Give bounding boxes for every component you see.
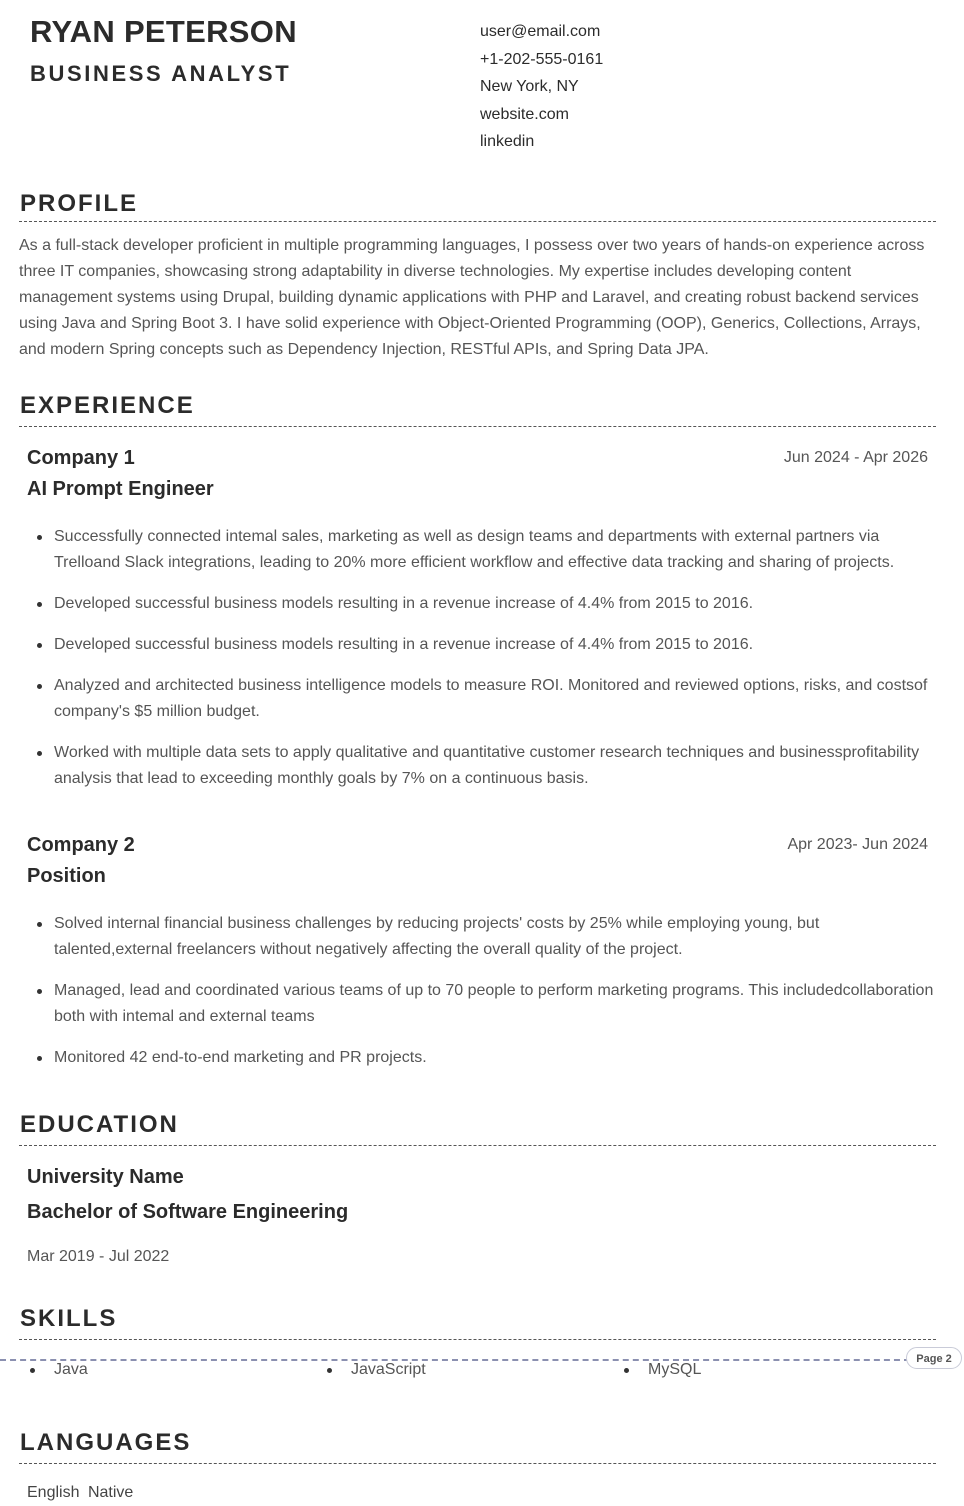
job-1-bullet: Developed successful business models resulting in a revenue increase of 4.4% from 2015 to 2016. (54, 632, 934, 658)
job-1-bullet: Worked with multiple data sets to apply qualitative and quantitative customer research techniques and businessprofitability analysis that lead to exceeding monthly goals by 7% on a continuous basis. (54, 740, 934, 792)
language-level: Native (87, 1484, 134, 1501)
job-1-bullet: Successfully connected intemal sales, marketing as well as design teams and departments with external partners via Trelloand Slack integrations, leading to 20% more efficient workflow and effective data tracking and sharing of projects. (54, 524, 934, 576)
contact-linkedin: linkedin (480, 133, 535, 150)
profile-summary: As a full-stack developer proficient in multiple programming languages, I possess over two years of hands-on experience across three IT companies, showcasing strong adaptability in diverse technologies. My expertise includes developing content management systems using Drupal, building dynamic applications with PHP and Laravel, and creating robust backend services using Java and Spring Boot 3. I have solid experience with Object-Oriented Programming (OOP), Generics, Collections, Arrays, and modern Spring concepts such as Dependency Injection, RESTful APIs, and Spring Data JPA. (19, 237, 925, 358)
job-1-role: AI Prompt Engineer (27, 478, 214, 500)
page-break-line (0, 1359, 910, 1361)
education-heading: EDUCATION (20, 1111, 179, 1138)
language-item (27, 1481, 137, 1505)
education-dates: Mar 2019 - Jul 2022 (27, 1248, 170, 1265)
education-degree: Bachelor of Software Engineering (27, 1201, 349, 1223)
job-1-bullet: Analyzed and architected business intelligence models to measure ROI. Monitored and reviewed options, risks, and costsof company's $5 million budget. (54, 673, 934, 725)
job-2-bullet: Monitored 42 end-to-end marketing and PR projects. (54, 1045, 934, 1071)
job-2-bullet: Managed, lead and coordinated various teams of up to 70 people to perform marketing programs. This includedcollaboration both with intemal and external teams (54, 978, 934, 1030)
skills-divider (19, 1339, 936, 1340)
job-2-company: Company 2 (27, 834, 135, 856)
experience-divider (19, 426, 936, 427)
profile-heading: PROFILE (20, 190, 139, 217)
contact-email: user@email.com (480, 23, 601, 40)
job-2-role: Position (27, 865, 106, 887)
candidate-title: BUSINESS ANALYST (30, 61, 292, 86)
job-2-bullets (54, 911, 934, 1086)
job-1-bullet: Developed successful business models resulting in a revenue increase of 4.4% from 2015 to 2016. (54, 591, 934, 617)
language-name: English (27, 1484, 80, 1501)
languages-divider (19, 1463, 936, 1464)
job-1-bullets (54, 524, 934, 807)
contact-location: New York, NY (480, 78, 579, 95)
education-divider (19, 1145, 936, 1146)
skill-item: JavaScript (351, 1358, 426, 1382)
job-2-dates: Apr 2023- Jun 2024 (787, 836, 928, 853)
experience-heading: EXPERIENCE (20, 392, 195, 419)
job-1-dates: Jun 2024 - Apr 2026 (783, 449, 928, 466)
skill-item: Java (54, 1358, 88, 1382)
profile-divider (19, 221, 936, 222)
contact-phone: +1-202-555-0161 (480, 50, 604, 68)
skill-item: MySQL (648, 1358, 701, 1382)
languages-heading: LANGUAGES (20, 1429, 192, 1456)
page-number-badge: Page 2 (906, 1347, 962, 1369)
candidate-name: RYAN PETERSON (30, 14, 297, 49)
education-school: University Name (27, 1166, 184, 1188)
job-2-bullet: Solved internal financial business challenges by reducing projects' costs by 25% while employing young, but talented,external freelancers without negatively affecting the overall quality of the project. (54, 911, 934, 963)
job-1-company: Company 1 (27, 447, 135, 469)
contact-list (480, 20, 603, 158)
skills-heading: SKILLS (20, 1305, 118, 1332)
contact-website: website.com (480, 105, 569, 123)
